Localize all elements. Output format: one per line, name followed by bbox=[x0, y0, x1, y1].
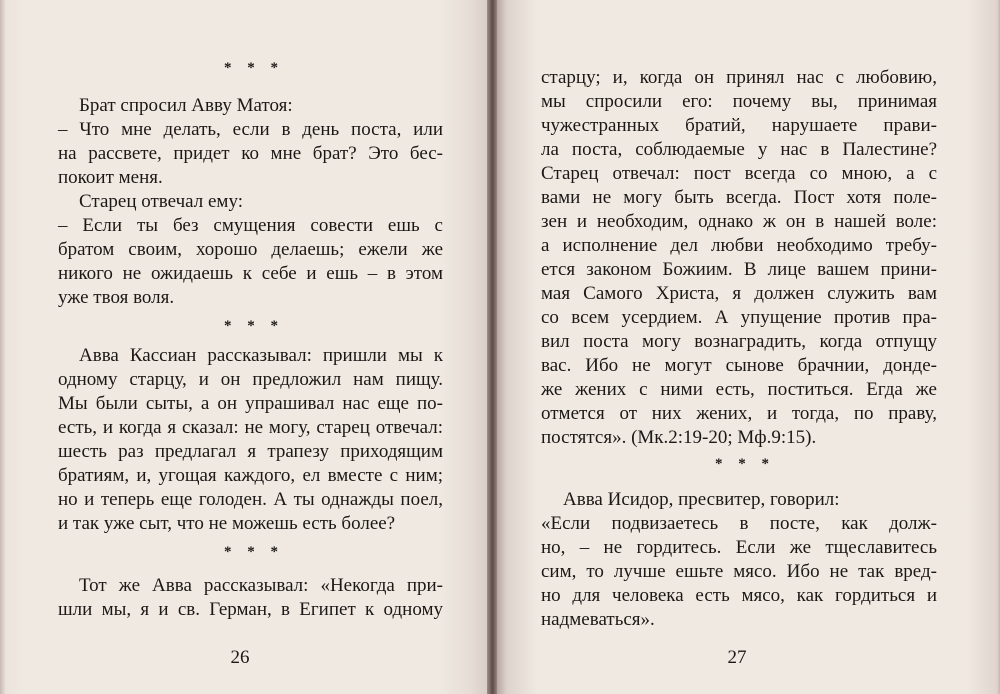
text-line: Брат спросил Авву Матоя: bbox=[79, 95, 293, 116]
text-line: чужестранных братий, нарушаете прави- bbox=[541, 115, 937, 136]
left-page bbox=[0, 0, 489, 694]
text-line: есть, и когда я сказал: не могу, старец отвечал: bbox=[58, 417, 443, 438]
text-line: ла поста, соблюдаемые у нас в Палестине? bbox=[541, 139, 937, 160]
text-line: постятся». (Мк.2:19-20; Мф.9:15). bbox=[541, 427, 817, 448]
text-line: Авва Кассиан рассказывал: пришли мы к bbox=[79, 345, 443, 366]
separator-stars: * * * bbox=[715, 456, 775, 472]
page-number: 26 bbox=[230, 647, 250, 668]
text-line: ется законом Божиим. В лице вашем прини- bbox=[541, 259, 937, 280]
text-line: братом своим, хорошо делаешь; ежели же bbox=[58, 239, 443, 260]
text-line: и так уже сыт, что не можешь есть более? bbox=[58, 513, 396, 534]
text-line: Тот же Авва рассказывал: «Некогда при- bbox=[79, 575, 443, 596]
text-line: шли мы, я и св. Герман, в Египет к одному bbox=[58, 599, 443, 620]
separator-stars: * * * bbox=[224, 60, 284, 76]
text-line: на рассвете, придет ко мне брат? Это бес- bbox=[58, 143, 443, 164]
text-line: но для человека есть мясо, как гордиться и bbox=[541, 585, 937, 606]
text-line: Старец отвечал: пост всегда со мною, а с bbox=[541, 163, 937, 184]
text-line: со всем усердием. А упущение против пра- bbox=[541, 307, 937, 328]
text-line: но и теперь еще голоден. А ты однажды поел, bbox=[58, 489, 443, 510]
page-number: 27 bbox=[727, 647, 747, 668]
text-line: братиям, и, угощая каждого, ел вместе с ним; bbox=[58, 465, 443, 486]
text-line: же жених с ними есть, поститься. Егда же bbox=[541, 379, 937, 400]
text-line: мая Самого Христа, я должен служить вам bbox=[541, 283, 937, 304]
text-line: Авва Исидор, пресвитер, говорил: bbox=[563, 489, 840, 510]
text-line: Мы были сыты, а он упрашивал нас еще по- bbox=[58, 393, 443, 414]
text-line: – Что мне делать, если в день поста, или bbox=[58, 119, 443, 140]
text-line: надмеваться». bbox=[541, 609, 655, 630]
text-line: одному старцу, и он предложил нам пищу. bbox=[58, 369, 443, 390]
text-line: отмется от них жених, и тогда, по праву, bbox=[541, 403, 937, 424]
text-line: мы спросили его: почему вы, принимая bbox=[541, 91, 937, 112]
separator-stars: * * * bbox=[224, 544, 284, 560]
text-line: покоит меня. bbox=[58, 167, 163, 188]
text-line: вами не могу быть всегда. Пост хотя поле- bbox=[541, 187, 937, 208]
text-line: никого не ожидаешь к себе и ешь – в этом bbox=[58, 263, 443, 284]
text-line: Старец отвечал ему: bbox=[79, 191, 243, 212]
text-line: а исполнение дел любви необходимо требу- bbox=[541, 235, 937, 256]
text-line: «Если подвизаетесь в посте, как долж- bbox=[541, 513, 937, 534]
text-line: – Если ты без смущения совести ешь с bbox=[58, 215, 443, 236]
text-line: сим, то лучше ешьте мясо. Ибо не так вред- bbox=[541, 561, 937, 582]
text-line: но, – не гордитесь. Если же тщеславитесь bbox=[541, 537, 937, 558]
text-line: зен и необходим, однако ж он в нашей воле: bbox=[541, 211, 937, 232]
separator-stars: * * * bbox=[224, 318, 284, 334]
text-line: вил поста могу вознаградить, когда отпущу bbox=[541, 331, 937, 352]
text-line: уже твоя воля. bbox=[58, 287, 175, 308]
text-line: старцу; и, когда он принял нас с любовию, bbox=[541, 67, 937, 88]
text-line: шесть раз предлагал я трапезу приходящим bbox=[58, 441, 443, 462]
right-page bbox=[497, 0, 1000, 694]
text-line: вас. Ибо не могут сынове брачнии, донде- bbox=[541, 355, 937, 376]
